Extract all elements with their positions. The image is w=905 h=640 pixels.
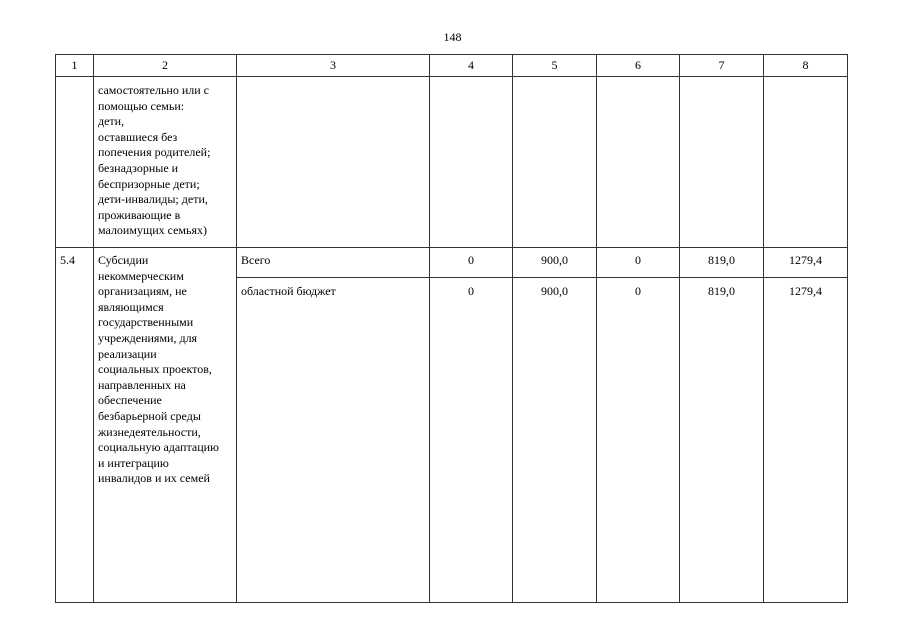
description-cell [94, 248, 237, 603]
value-cell: 819,0 [680, 248, 764, 278]
value-cell: 1279,4 [764, 278, 848, 603]
column-header: 5 [513, 55, 597, 77]
source-cell [237, 77, 430, 248]
value-cell: 900,0 [513, 278, 597, 603]
value-cell: 0 [597, 248, 680, 278]
budget-table [55, 54, 848, 603]
page-number: 148 [443, 30, 462, 44]
value-cell: 900,0 [513, 248, 597, 278]
column-header: 1 [56, 55, 94, 77]
source-cell: областной бюджет [237, 278, 430, 603]
value-cell: 1279,4 [764, 248, 848, 278]
value-cell: 0 [430, 248, 513, 278]
table-row [56, 248, 848, 278]
value-cell [680, 77, 764, 248]
value-cell: 819,0 [680, 278, 764, 603]
description-cell [94, 77, 237, 248]
value-cell [764, 77, 848, 248]
value-cell [513, 77, 597, 248]
table-row [56, 77, 848, 248]
description-text: самостоятельно или с помощью семьи: дети, оставшиеся без попечения родителей; безнадзорные и беспризорные дети; дети-инвалиды; дети, проживающие в малоимущих семьях) [98, 83, 211, 238]
column-header: 3 [237, 55, 430, 77]
row-number-cell [56, 77, 94, 248]
column-header: 7 [680, 55, 764, 77]
source-cell: Всего [237, 248, 430, 278]
description-text: Субсидии некоммерческим организациям, не являющимся государственными учреждениями, для реализации социальных проектов, направленных на обеспечение безбарьерной среды жизнедеятельности, социальную адаптацию и интеграцию инвалидов и их семей [98, 253, 219, 486]
column-header: 6 [597, 55, 680, 77]
value-cell: 0 [597, 278, 680, 603]
value-cell [430, 77, 513, 248]
column-header: 4 [430, 55, 513, 77]
value-cell [597, 77, 680, 248]
column-header: 8 [764, 55, 848, 77]
row-number-cell: 5.4 [56, 248, 94, 603]
column-header: 2 [94, 55, 237, 77]
table-header-row [56, 55, 848, 77]
value-cell: 0 [430, 278, 513, 603]
